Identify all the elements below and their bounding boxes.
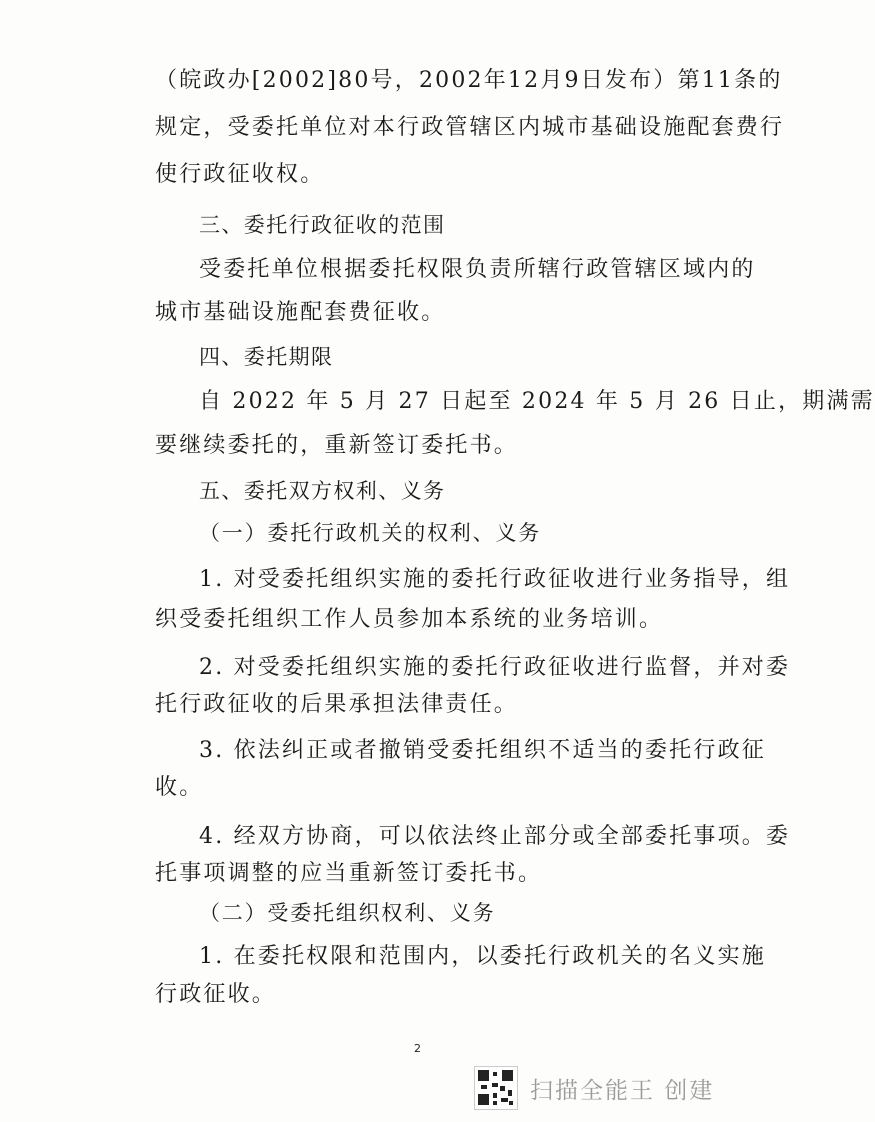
subsection-heading-authority: （一）委托行政机关的权利、义务: [199, 521, 541, 545]
body-line: （皖政办[2002]80号，2002年12月9日发布）第11条的: [155, 68, 783, 93]
section-heading-term: 四、委托期限: [199, 345, 334, 369]
body-line: 3. 依法纠正或者撤销受委托组织不适当的委托行政征: [199, 738, 766, 763]
watermark-text: 扫描全能王 创建: [530, 1077, 715, 1104]
body-line: 织受委托组织工作人员参加本系统的业务培训。: [155, 607, 664, 632]
section-heading-rights: 五、委托双方权利、义务: [199, 479, 446, 503]
body-line: 使行政征收权。: [155, 162, 325, 187]
subsection-heading-entrusted: （二）受委托组织权利、义务: [199, 901, 496, 925]
body-line: 4. 经双方协商，可以依法终止部分或全部委托事项。委: [199, 824, 791, 849]
body-line: 规定，受委托单位对本行政管辖区内城市基础设施配套费行: [155, 115, 785, 140]
body-line: 自 2022 年 5 月 27 日起至 2024 年 5 月 26 日止，期满需: [199, 389, 875, 414]
body-line: 收。: [155, 775, 204, 800]
section-heading-scope: 三、委托行政征收的范围: [199, 213, 446, 237]
body-line: 1. 对受委托组织实施的委托行政征收进行业务指导，组: [199, 567, 791, 592]
body-line: 托行政征收的后果承担法律责任。: [155, 692, 519, 717]
scanner-watermark: [474, 1066, 714, 1110]
body-line: 城市基础设施配套费征收。: [155, 300, 446, 325]
body-line: 托事项调整的应当重新签订委托书。: [155, 861, 543, 886]
qr-code-icon: [474, 1066, 518, 1110]
body-line: 受委托单位根据委托权限负责所辖行政管辖区域内的: [199, 257, 756, 282]
body-line: 行政征收。: [155, 982, 277, 1007]
body-line: 要继续委托的，重新签订委托书。: [155, 433, 519, 458]
page-number: 2: [414, 1042, 421, 1055]
body-line: 1. 在委托权限和范围内，以委托行政机关的名义实施: [199, 944, 766, 969]
body-line: 2. 对受委托组织实施的委托行政征收进行监督，并对委: [199, 655, 791, 680]
